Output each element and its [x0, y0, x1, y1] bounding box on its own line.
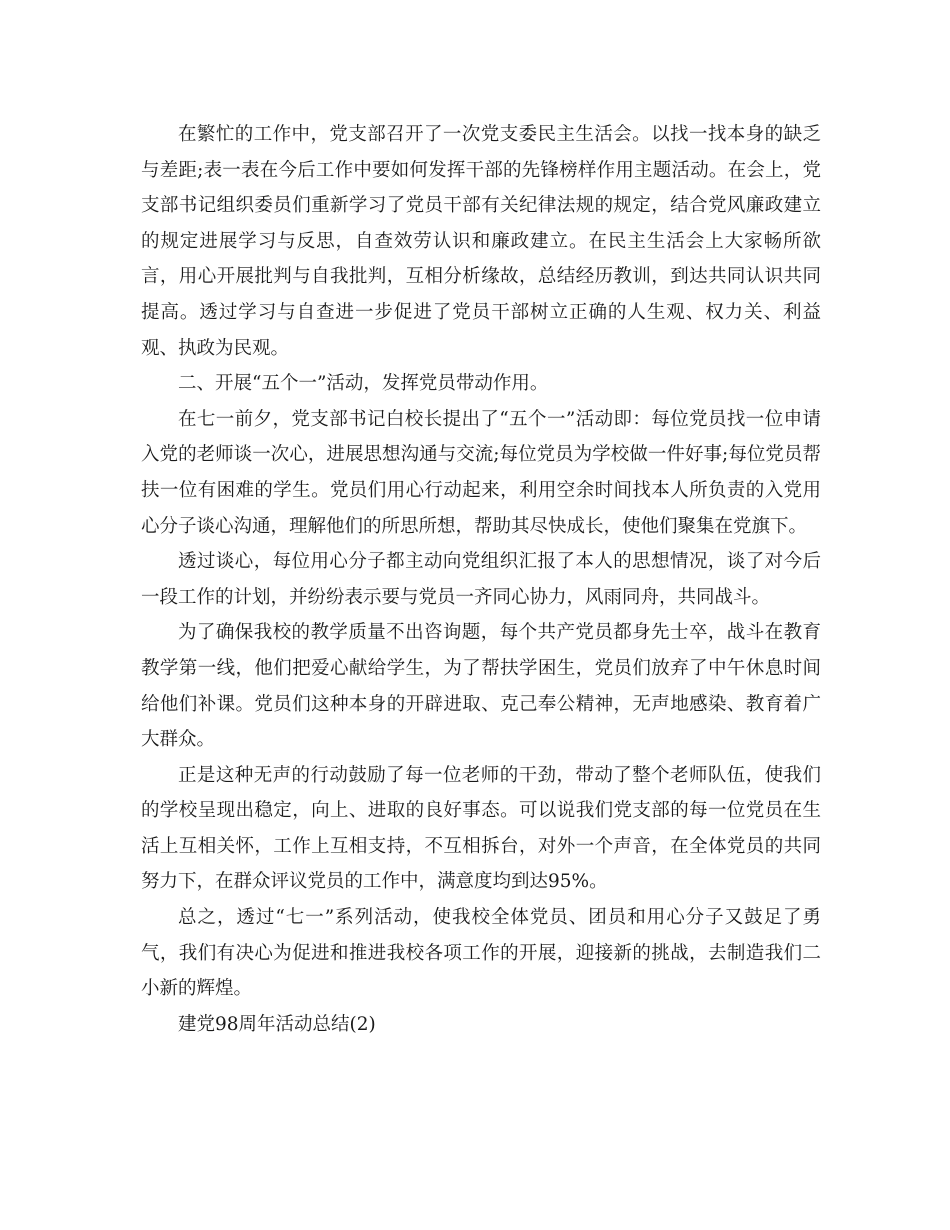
paragraph-conclusion: 总之，透过“七一”系列活动，使我校全体党员、团员和用心分子又鼓足了勇气，我们有决心为促进和推进我校各项工作的开展，迎接新的挑战，去制造我们二小新的辉煌。	[141, 907, 821, 1000]
paragraph-teaching-quality: 为了确保我校的教学质量不出咨询题，每个共产党员都身先士卒，战斗在教育教学第一线，他们把爱心献给学生，为了帮扶学困生，党员们放弃了中午休息时间给他们补课。党员们这种本身的开辟进取、克己奉公精神，无声地感染、教育着广大群众。	[141, 622, 821, 751]
paragraph-five-ones-activity: 在七一前夕，党支部书记白校长提出了“五个一”活动即：每位党员找一位申请入党的老师谈一次心，进展思想沟通与交流;每位党员为学校做一件好事;每位党员帮扶一位有困难的学生。党员们用心行动起来，利用空余时间找本人所负责的入党用心分子谈心沟通，理解他们的所思所想，帮助其尽快成长，使他们聚集在党旗下。	[141, 408, 821, 537]
document-body	[141, 117, 821, 1042]
paragraph-silent-action: 正是这种无声的行动鼓励了每一位老师的干劲，带动了整个老师队伍，使我们的学校呈现出稳定，向上、进取的良好事态。可以说我们党支部的每一位党员在生活上互相关怀，工作上互相支持，不互相拆台，对外一个声音，在全体党员的共同努力下，在群众评议党员的工作中，满意度均到达95%。	[141, 764, 821, 893]
paragraph-democratic-life-meeting: 在繁忙的工作中，党支部召开了一次党支委民主生活会。以找一找本身的缺乏与差距;表一表在今后工作中要如何发挥干部的先锋榜样作用主题活动。在会上，党支部书记组织委员们重新学习了党员干部有关纪律法规的规定，结合党风廉政建立的规定进展学习与反思，自查效劳认识和廉政建立。在民主生活会上大家畅所欲言，用心开展批判与自我批判，互相分析缘故，总结经历教训，到达共同认识共同提高。透过学习与自查进一步促进了党员干部树立正确的人生观、权力关、利益观、执政为民观。	[141, 124, 821, 359]
section-heading-five-ones: 二、开展“五个一”活动，发挥党员带动作用。	[178, 373, 549, 395]
next-section-title: 建党98周年活动总结(2)	[178, 1013, 376, 1035]
paragraph-heart-to-heart-talks: 透过谈心，每位用心分子都主动向党组织汇报了本人的思想情况，谈了对今后一段工作的计划，并纷纷表示要与党员一齐同心协力，风雨同舟，共同战斗。	[141, 551, 821, 608]
